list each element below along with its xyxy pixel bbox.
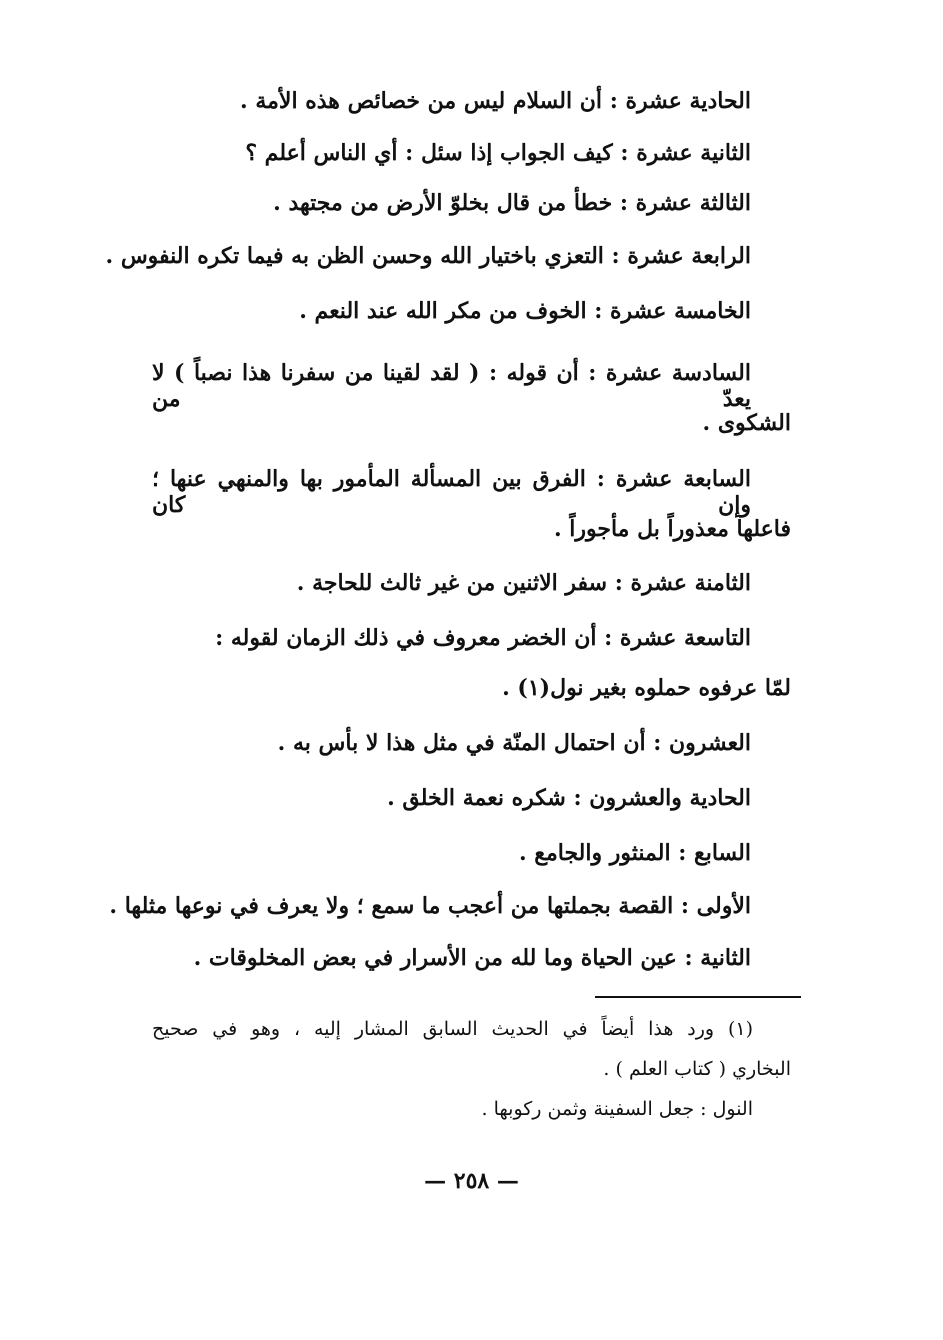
- text-line-11: التاسعة عشرة : أن الخضر معروف في ذلك الزمان لقوله :: [215, 625, 751, 651]
- footnote-separator: [595, 996, 801, 998]
- footnote-line-2: البخاري ( كتاب العلم ) .: [603, 1058, 791, 1080]
- text-line-7: الشكوى .: [702, 410, 791, 436]
- text-line-14: الحادية والعشرون : شكره نعمة الخلق .: [387, 785, 751, 811]
- text-line-10: الثامنة عشرة : سفر الاثنين من غير ثالث للحاجة .: [296, 570, 751, 596]
- page-number: — ٢٥٨ —: [424, 1168, 519, 1194]
- text-line-2: الثانية عشرة : كيف الجواب إذا سئل : أي الناس أعلم ؟: [245, 140, 751, 166]
- text-line-15: السابع : المنثور والجامع .: [518, 840, 751, 866]
- text-line-16: الأولى : القصة بجملتها من أعجب ما سمع ؛ ولا يعرف في نوعها مثلها .: [109, 893, 751, 919]
- text-line-1: الحادية عشرة : أن السلام ليس من خصائص هذه الأمة .: [240, 88, 751, 114]
- text-line-17: الثانية : عين الحياة وما لله من الأسرار في بعض المخلوقات .: [193, 945, 751, 971]
- text-line-6: السادسة عشرة : أن قوله : ( لقد لقينا من سفرنا هذا نصباً ) لا يعدّ من: [152, 360, 751, 413]
- text-line-12: لمّا عرفوه حملوه بغير نول(١) .: [502, 675, 791, 701]
- text-line-8: السابعة عشرة : الفرق بين المسألة المأمور بها والمنهي عنها ؛ وإن كان: [152, 466, 751, 519]
- text-line-9: فاعلها معذوراً بل مأجوراً .: [553, 516, 791, 542]
- footnote-line-3: النول : جعل السفينة وثمن ركوبها .: [481, 1098, 753, 1120]
- text-line-4: الرابعة عشرة : التعزي باختيار الله وحسن الظن به فيما تكره النفوس .: [105, 243, 751, 269]
- text-line-3: الثالثة عشرة : خطأ من قال بخلوّ الأرض من مجتهد .: [273, 190, 751, 216]
- footnote-line-1: (١) ورد هذا أيضاً في الحديث السابق المشار إليه ، وهو في صحيح: [152, 1018, 753, 1040]
- text-line-13: العشرون : أن احتمال المنّة في مثل هذا لا بأس به .: [277, 730, 751, 756]
- text-line-5: الخامسة عشرة : الخوف من مكر الله عند النعم .: [299, 298, 751, 324]
